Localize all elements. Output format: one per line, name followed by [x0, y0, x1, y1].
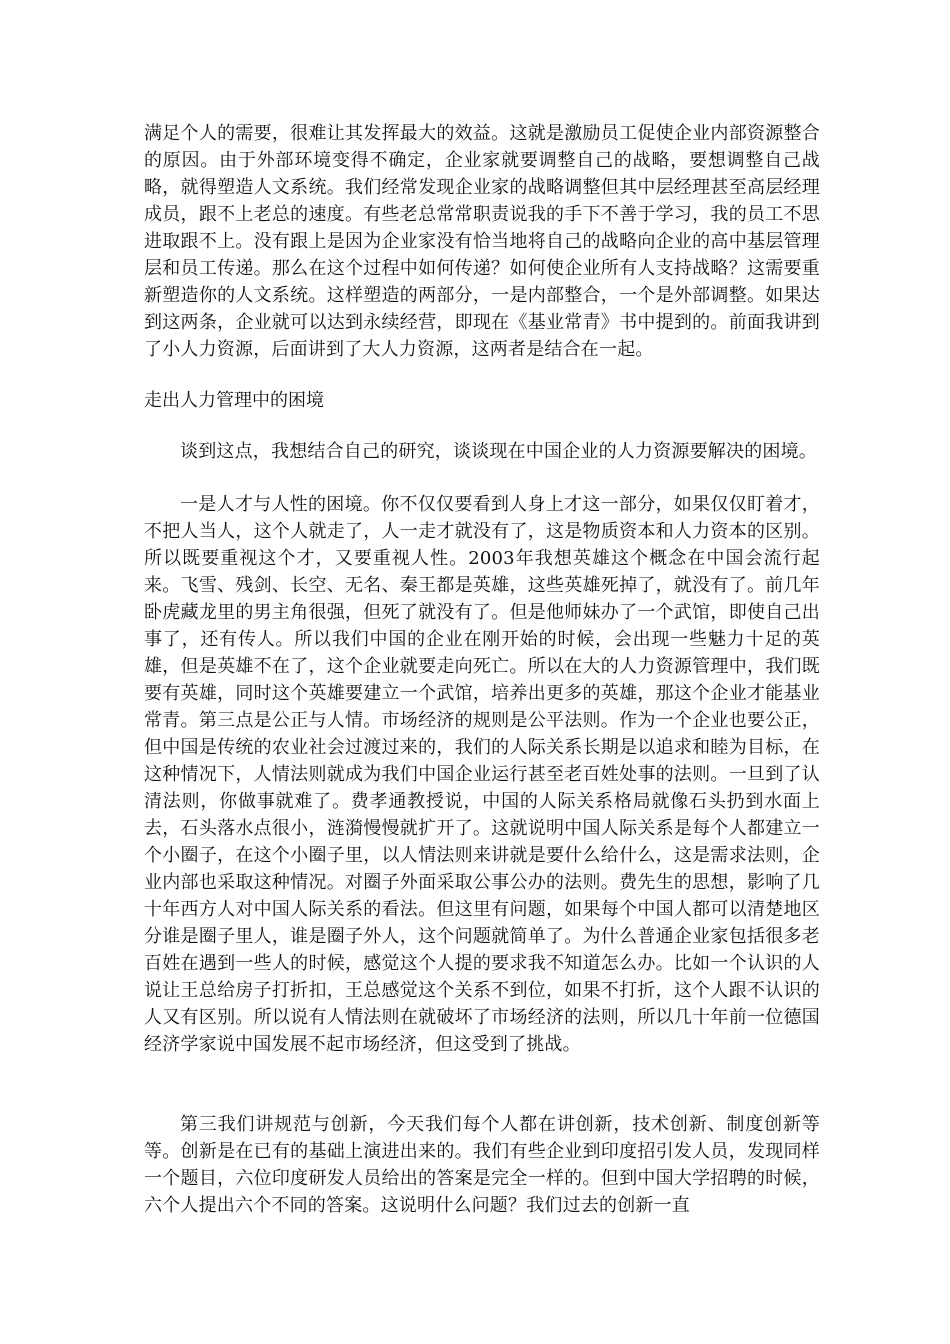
- document-page: [144, 120, 820, 1219]
- body-paragraph: 满足个人的需要，很难让其发挥最大的效益。这就是激励员工促使企业内部资源整合的原因。由于外部环境变得不确定，企业家就要调整自己的战略，要想调整自己战略，就得塑造人文系统。我们经常发现企业家的战略调整但其中层经理甚至高层经理成员，跟不上老总的速度。有些老总常常职责说我的手下不善于学习，我的员工不思进取跟不上。没有跟上是因为企业家没有恰当地将自己的战略向企业的高中基层管理层和员工传递。那么在这个过程中如何传递？如何使企业所有人支持战略？这需要重新塑造你的人文系统。这样塑造的两部分，一是内部整合，一个是外部调整。如果达到这两条，企业就可以达到永续经营，即现在《基业常青》书中提到的。前面我讲到了小人力资源，后面讲到了大人力资源，这两者是结合在一起。: [144, 123, 820, 360]
- section-heading: 走出人力管理中的困境: [144, 390, 324, 411]
- body-paragraph: 一是人才与人性的困境。你不仅仅要看到人身上才这一部分，如果仅仅盯着才，不把人当人，这个人就走了，人一走才就没有了，这是物质资本和人力资本的区别。所以既要重视这个才，又要重视人性。2003年我想英雄这个概念在中国会流行起来。飞雪、残剑、长空、无名、秦王都是英雄，这些英雄死掉了，就没有了。前几年卧虎藏龙里的男主角很强，但死了就没有了。但是他师妹办了一个武馆，即使自己出事了，还有传人。所以我们中国的企业在刚开始的时候，会出现一些魅力十足的英雄，但是英雄不在了，这个企业就要走向死亡。所以在大的人力资源管理中，我们既要有英雄，同时这个英雄要建立一个武馆，培养出更多的英雄，那这个企业才能基业常青。第三点是公正与人情。市场经济的规则是公平法则。作为一个企业也要公正，但中国是传统的农业社会过渡过来的，我们的人际关系长期是以追求和睦为目标，在这种情况下，人情法则就成为我们中国企业运行甚至老百姓处事的法则。一旦到了认清法则，你做事就难了。费孝通教授说，中国的人际关系格局就像石头扔到水面上去，石头落水点很小，涟漪慢慢就扩开了。这就说明中国人际关系是每个人都建立一个小圈子，在这个小圈子里，以人情法则来讲就是要什么给什么，这是需求法则，企业内部也采取这种情况。对圈子外面采取公事公办的法则。费先生的思想，影响了几十年西方人对中国人际关系的看法。但这里有问题，如果每个中国人都可以清楚地区分谁是圈子里人，谁是圈子外人，这个问题就简单了。为什么普通企业家包括很多老百姓在遇到一些人的时候，感觉这个人提的要求我不知道怎么办。比如一个认识的人说让王总给房子打折扣，王总感觉这个关系不到位，如果不打折，这个人跟不认识的人又有区别。所以说有人情法则在就破坏了市场经济的法则，所以几十年前一位德国经济学家说中国发展不起市场经济，但这受到了挑战。: [144, 494, 820, 1055]
- body-paragraph: 第三我们讲规范与创新，今天我们每个人都在讲创新，技术创新、制度创新等等。创新是在已有的基础上演进出来的。我们有些企业到印度招引发人员，发现同样一个题目，六位印度研发人员给出的答案是完全一样的。但到中国大学招聘的时候，六个人提出六个不同的答案。这说明什么问题？我们过去的创新一直: [144, 1114, 820, 1216]
- body-paragraph: 谈到这点，我想结合自己的研究，谈谈现在中国企业的人力资源要解决的困境。: [180, 441, 817, 462]
